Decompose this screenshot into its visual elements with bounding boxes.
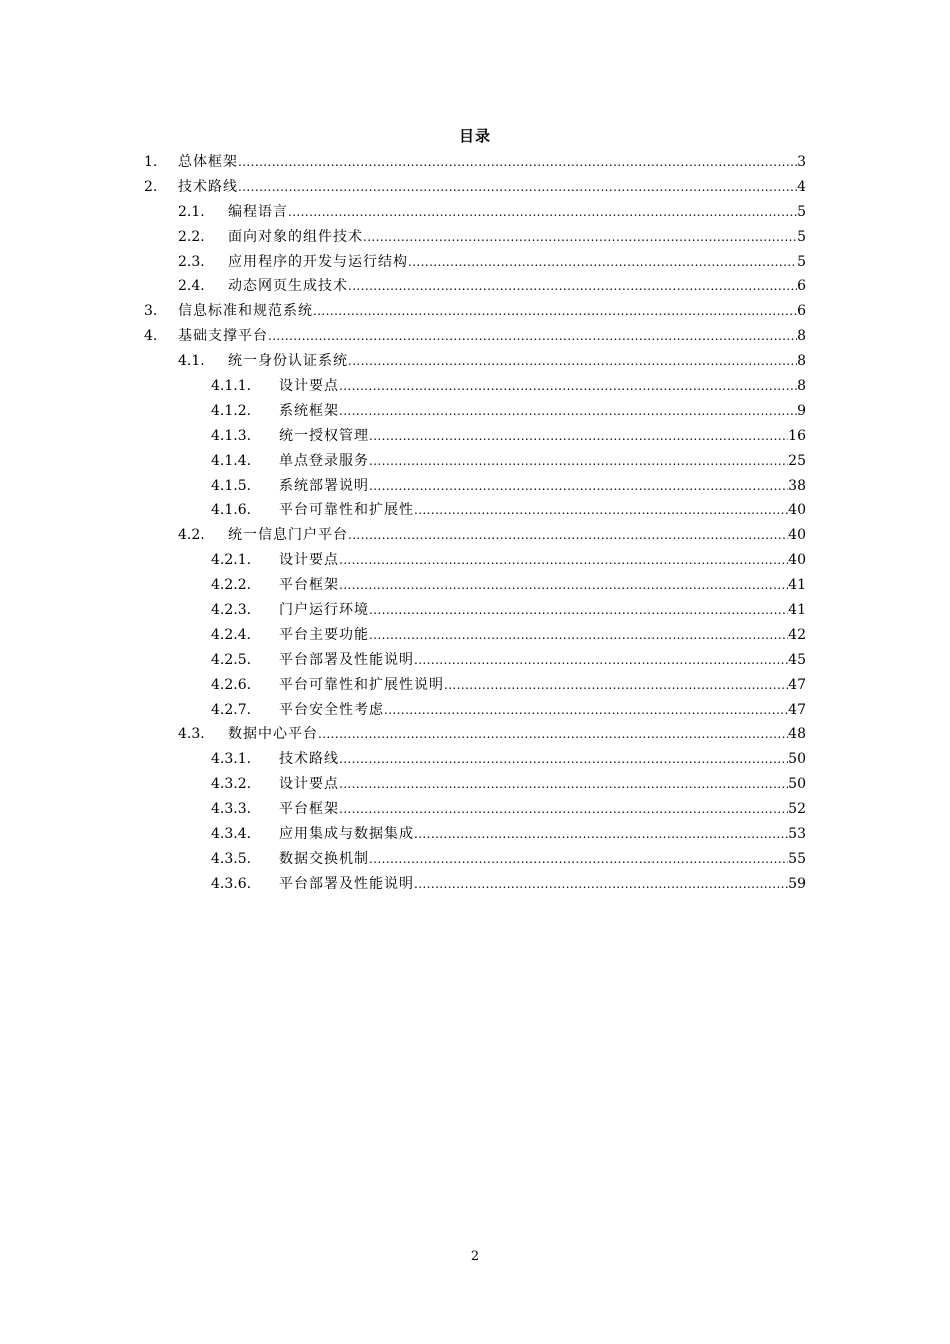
toc-entry-body	[279, 374, 806, 399]
toc-entry[interactable]	[0, 698, 950, 723]
toc-entry-number: 2.2.	[178, 228, 205, 245]
toc-entry-body	[279, 449, 806, 474]
toc-entry-number: 4.3.3.	[211, 801, 252, 818]
toc-entry-body	[279, 847, 806, 872]
toc-entry-page: 6	[797, 278, 806, 295]
toc-entry-number: 4.3.1.	[211, 751, 252, 768]
toc-entry-body	[279, 623, 806, 648]
toc-entry-label: 单点登录服务	[279, 452, 369, 469]
toc-dot-leader	[339, 399, 797, 424]
toc-entry-number: 4.1.2.	[211, 402, 252, 419]
toc-entry-number: 4.1.1.	[211, 378, 252, 395]
toc-entry-number: 4.1.4.	[211, 452, 252, 469]
toc-entry-number: 2.4.	[178, 278, 205, 295]
toc-entry[interactable]	[0, 772, 950, 797]
toc-entry[interactable]	[0, 797, 950, 822]
toc-entry-page: 6	[797, 303, 806, 320]
toc-entry-page: 48	[788, 726, 806, 743]
toc-dot-leader	[414, 822, 788, 847]
toc-entry-body	[279, 747, 806, 772]
toc-entry-label: 设计要点	[279, 378, 339, 395]
toc-entry[interactable]	[0, 449, 950, 474]
toc-entry[interactable]	[0, 847, 950, 872]
toc-entry-body	[228, 722, 806, 747]
toc-entry-label: 平台部署及性能说明	[279, 651, 414, 668]
toc-entry-page: 5	[797, 253, 806, 270]
toc-entry-label: 平台框架	[279, 801, 339, 818]
toc-entry-body	[279, 772, 806, 797]
toc-title: 目录	[458, 127, 491, 145]
toc-entry-label: 统一身份认证系统	[228, 353, 348, 370]
toc-dot-leader	[348, 274, 797, 299]
toc-entry[interactable]	[0, 673, 950, 698]
toc-entry-label: 应用程序的开发与运行结构	[228, 253, 408, 270]
toc-dot-leader	[339, 548, 788, 573]
toc-entry[interactable]	[0, 523, 950, 548]
toc-entry-page: 59	[788, 875, 806, 892]
toc-entry-body	[279, 648, 806, 673]
toc-entry-number: 4.3.6.	[211, 875, 252, 892]
toc-entry-page: 47	[788, 701, 806, 718]
toc-entry-number: 2.	[144, 178, 158, 195]
toc-entry-body	[279, 598, 806, 623]
toc-entry-page: 3	[797, 154, 806, 170]
toc-entry-body	[279, 797, 806, 822]
toc-entry-body	[279, 424, 806, 449]
toc-dot-leader	[238, 175, 797, 200]
toc-dot-leader	[313, 299, 797, 324]
toc-entry-page: 40	[788, 527, 806, 544]
toc-entry-label: 技术路线	[279, 751, 339, 768]
toc-entry-body	[228, 200, 806, 225]
toc-entry[interactable]	[0, 424, 950, 449]
toc-entry[interactable]	[0, 175, 950, 200]
toc-entry-page: 8	[797, 353, 806, 370]
toc-entry-label: 技术路线	[178, 178, 238, 195]
toc-entry-body	[279, 822, 806, 847]
toc-entry[interactable]	[0, 573, 950, 598]
toc-entry-body	[279, 573, 806, 598]
toc-dot-leader	[414, 498, 788, 523]
toc-dot-leader	[369, 424, 788, 449]
toc-entry[interactable]	[0, 150, 950, 175]
toc-entry-label: 平台可靠性和扩展性说明	[279, 676, 444, 693]
toc-dot-leader	[288, 200, 797, 225]
toc-entry-label: 总体框架	[178, 154, 238, 170]
toc-entry-number: 2.1.	[178, 203, 205, 220]
toc-entry-number: 4.2.6.	[211, 676, 252, 693]
toc-entry-body	[228, 274, 806, 299]
toc-entry-number: 4.3.	[178, 726, 205, 743]
toc-entry[interactable]	[0, 822, 950, 847]
toc-entry[interactable]	[0, 872, 950, 897]
toc-dot-leader	[348, 523, 788, 548]
toc-entry[interactable]	[0, 548, 950, 573]
toc-dot-leader	[444, 673, 788, 698]
toc-entry[interactable]	[0, 225, 950, 250]
toc-entry-number: 4.2.4.	[211, 626, 252, 643]
toc-entry-page: 8	[797, 378, 806, 395]
toc-entry[interactable]	[0, 274, 950, 299]
toc-dot-leader	[369, 623, 788, 648]
toc-entry[interactable]	[0, 498, 950, 523]
toc-dot-leader	[369, 449, 788, 474]
toc-entry[interactable]	[0, 598, 950, 623]
toc-entry-label: 门户运行环境	[279, 602, 369, 619]
toc-entry-label: 数据中心平台	[228, 726, 318, 743]
toc-entry-label: 平台部署及性能说明	[279, 875, 414, 892]
toc-entry-label: 动态网页生成技术	[228, 278, 348, 295]
toc-entry-label: 面向对象的组件技术	[228, 228, 363, 245]
toc-entry-page: 53	[788, 826, 806, 843]
toc-entry[interactable]	[0, 747, 950, 772]
toc-entry-number: 4.	[144, 328, 158, 345]
toc-entry-label: 应用集成与数据集成	[279, 826, 414, 843]
toc-dot-leader	[339, 797, 788, 822]
toc-entry-page: 9	[797, 402, 806, 419]
toc-entry-page: 55	[788, 850, 806, 867]
toc-entry[interactable]	[0, 299, 950, 324]
table-of-contents	[0, 150, 950, 897]
toc-dot-leader	[318, 722, 788, 747]
toc-entry[interactable]	[0, 722, 950, 747]
toc-entry-number: 4.1.5.	[211, 477, 252, 494]
toc-entry-page: 50	[788, 751, 806, 768]
toc-entry-page: 45	[788, 651, 806, 668]
toc-dot-leader	[363, 225, 797, 250]
toc-entry[interactable]	[0, 648, 950, 673]
toc-entry-number: 1.	[144, 154, 158, 170]
toc-entry-number: 2.3.	[178, 253, 205, 270]
toc-entry-page: 50	[788, 776, 806, 793]
toc-entry-body	[228, 225, 806, 250]
toc-dot-leader	[268, 324, 797, 349]
toc-entry-number: 3.	[144, 303, 158, 320]
toc-entry-label: 平台安全性考虑	[279, 701, 384, 718]
toc-entry[interactable]	[0, 474, 950, 499]
toc-entry-number: 4.1.6.	[211, 502, 252, 519]
toc-entry-label: 设计要点	[279, 552, 339, 569]
toc-dot-leader	[339, 573, 788, 598]
toc-entry-number: 4.2.7.	[211, 701, 252, 718]
toc-entry-body	[178, 175, 806, 200]
toc-dot-leader	[238, 150, 797, 175]
toc-entry[interactable]	[0, 374, 950, 399]
toc-dot-leader	[339, 772, 788, 797]
toc-entry[interactable]	[0, 623, 950, 648]
toc-entry[interactable]	[0, 349, 950, 374]
toc-entry-page: 41	[788, 577, 806, 594]
toc-dot-leader	[414, 648, 788, 673]
toc-entry-number: 4.2.3.	[211, 602, 252, 619]
toc-entry-label: 统一信息门户平台	[228, 527, 348, 544]
toc-entry-number: 4.1.	[178, 353, 205, 370]
toc-entry-body	[178, 299, 806, 324]
toc-entry-label: 系统部署说明	[279, 477, 369, 494]
toc-entry-body	[279, 399, 806, 424]
toc-entry-body	[178, 324, 806, 349]
toc-entry-number: 4.3.5.	[211, 850, 252, 867]
toc-entry-number: 4.1.3.	[211, 427, 252, 444]
toc-entry-number: 4.2.2.	[211, 577, 252, 594]
toc-dot-leader	[339, 374, 797, 399]
toc-entry-label: 平台框架	[279, 577, 339, 594]
toc-entry[interactable]	[0, 399, 950, 424]
toc-entry[interactable]	[0, 200, 950, 225]
toc-entry-label: 统一授权管理	[279, 427, 369, 444]
toc-dot-leader	[369, 474, 788, 499]
toc-entry-page: 5	[797, 203, 806, 220]
toc-entry-page: 5	[797, 228, 806, 245]
toc-entry-page: 47	[788, 676, 806, 693]
toc-entry-page: 25	[788, 452, 806, 469]
toc-entry-number: 4.3.2.	[211, 776, 252, 793]
toc-entry-body	[279, 548, 806, 573]
toc-entry-body	[228, 523, 806, 548]
toc-dot-leader	[414, 872, 788, 897]
toc-entry-page: 16	[788, 427, 806, 444]
toc-entry-number: 4.2.	[178, 527, 205, 544]
toc-entry-body	[228, 250, 806, 275]
toc-entry-page: 8	[797, 328, 806, 345]
toc-entry-page: 41	[788, 602, 806, 619]
page-number: 2	[470, 1249, 480, 1264]
toc-entry-body	[228, 349, 806, 374]
toc-entry-label: 数据交换机制	[279, 850, 369, 867]
toc-entry-number: 4.3.4.	[211, 826, 252, 843]
toc-entry-number: 4.2.1.	[211, 552, 252, 569]
toc-dot-leader	[384, 698, 788, 723]
toc-dot-leader	[369, 847, 788, 872]
toc-entry-label: 信息标准和规范系统	[178, 303, 313, 320]
toc-entry-label: 编程语言	[228, 203, 288, 220]
toc-entry-page: 4	[797, 178, 806, 195]
toc-dot-leader	[348, 349, 797, 374]
toc-entry-label: 系统框架	[279, 402, 339, 419]
toc-entry-label: 设计要点	[279, 776, 339, 793]
toc-entry-page: 40	[788, 552, 806, 569]
toc-dot-leader	[369, 598, 788, 623]
toc-entry-page: 38	[788, 477, 806, 494]
toc-entry-label: 平台主要功能	[279, 626, 369, 643]
toc-dot-leader	[339, 747, 788, 772]
toc-entry-page: 52	[788, 801, 806, 818]
toc-entry-page: 40	[788, 502, 806, 519]
toc-entry-body	[279, 673, 806, 698]
toc-entry[interactable]	[0, 324, 950, 349]
toc-entry-number: 4.2.5.	[211, 651, 252, 668]
toc-entry-body	[279, 872, 806, 897]
toc-entry[interactable]	[0, 250, 950, 275]
toc-entry-label: 基础支撑平台	[178, 328, 268, 345]
toc-entry-body	[279, 498, 806, 523]
toc-dot-leader	[408, 250, 797, 275]
toc-entry-page: 42	[788, 626, 806, 643]
toc-entry-label: 平台可靠性和扩展性	[279, 502, 414, 519]
toc-entry-body	[279, 474, 806, 499]
toc-entry-body	[279, 698, 806, 723]
toc-entry-body	[178, 150, 806, 175]
